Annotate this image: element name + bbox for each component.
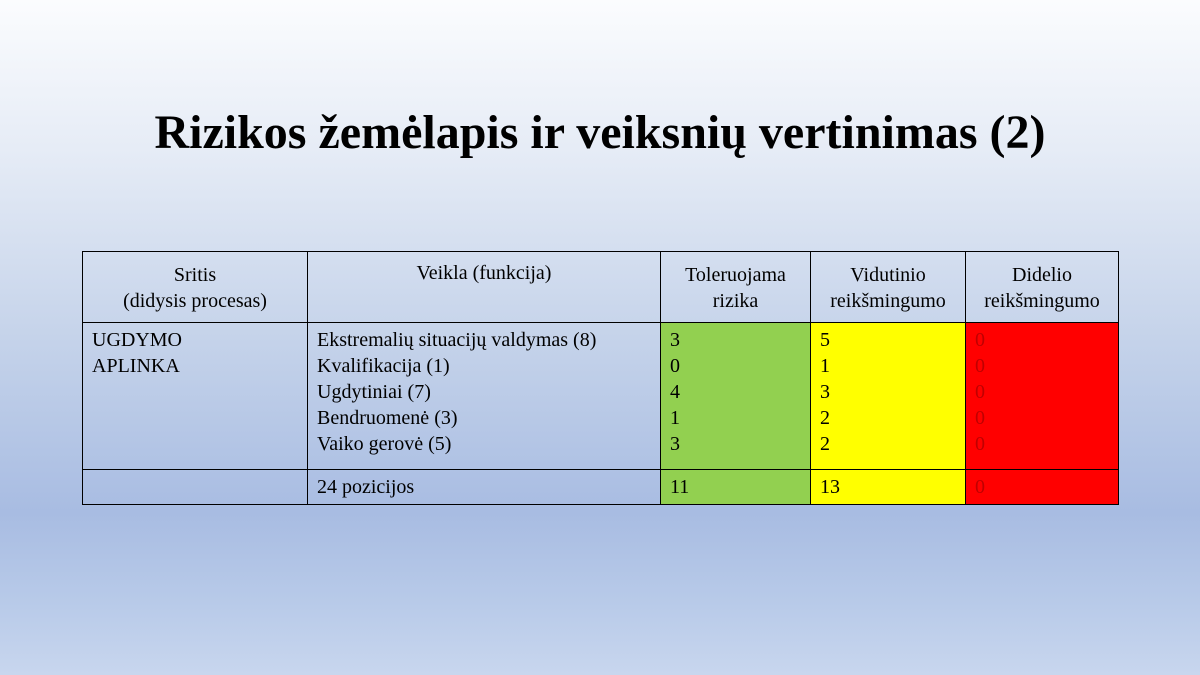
- header-high: [966, 252, 1119, 323]
- totals-activity-cell: 24 pozicijos: [308, 470, 661, 505]
- header-medium: [811, 252, 966, 323]
- header-tolerated: [661, 252, 811, 323]
- table-row: [83, 323, 1119, 470]
- totals-high-cell: 0: [966, 470, 1119, 505]
- header-high-line-2: reikšmingumo: [984, 290, 1100, 312]
- medium-value: 2: [820, 407, 830, 429]
- totals-medium-cell: 13: [811, 470, 966, 505]
- activity-item: Ekstremalių situacijų valdymas (8): [317, 329, 597, 351]
- tolerated-value: 3: [670, 329, 680, 351]
- high-value: 0: [975, 355, 985, 377]
- tolerated-value: 0: [670, 355, 680, 377]
- activity-item: Kvalifikacija (1): [317, 355, 450, 377]
- tolerated-values-cell: [661, 323, 811, 470]
- risk-map-table: [82, 251, 1119, 505]
- high-value: 0: [975, 407, 985, 429]
- header-medium-line-1: Vidutinio: [850, 264, 926, 286]
- tolerated-value: 3: [670, 433, 680, 455]
- high-values-cell: [966, 323, 1119, 470]
- medium-value: 5: [820, 329, 830, 351]
- totals-tolerated-cell: 11: [661, 470, 811, 505]
- header-area-line-2: (didysis procesas): [123, 290, 267, 312]
- tolerated-value: 4: [670, 381, 680, 403]
- medium-values-cell: [811, 323, 966, 470]
- activities-cell: [308, 323, 661, 470]
- totals-row: [83, 470, 1119, 505]
- table-header-row: [83, 252, 1119, 323]
- activity-item: Vaiko gerovė (5): [317, 433, 452, 455]
- header-activity: [308, 252, 661, 323]
- area-label-line-2: APLINKA: [92, 355, 180, 377]
- totals-area-cell: [83, 470, 308, 505]
- tolerated-value: 1: [670, 407, 680, 429]
- medium-value: 2: [820, 433, 830, 455]
- high-value: 0: [975, 433, 985, 455]
- activity-item: Ugdytiniai (7): [317, 381, 431, 403]
- high-value: 0: [975, 381, 985, 403]
- area-cell: [83, 323, 308, 470]
- header-medium-line-2: reikšmingumo: [830, 290, 946, 312]
- header-tolerated-line-1: Toleruojama: [685, 264, 786, 286]
- slide-title: Rizikos žemėlapis ir veiksnių vertinimas (2): [154, 106, 1046, 159]
- area-label-line-1: UGDYMO: [92, 329, 182, 351]
- header-activity-line-1: Veikla (funkcija): [416, 262, 552, 284]
- header-area: [83, 252, 308, 323]
- header-area-line-1: Sritis: [173, 264, 217, 286]
- medium-value: 3: [820, 381, 830, 403]
- header-high-line-1: Didelio: [1012, 264, 1072, 286]
- header-tolerated-line-2: rizika: [712, 290, 759, 312]
- activity-item: Bendruomenė (3): [317, 407, 458, 429]
- high-value: 0: [975, 329, 985, 351]
- medium-value: 1: [820, 355, 830, 377]
